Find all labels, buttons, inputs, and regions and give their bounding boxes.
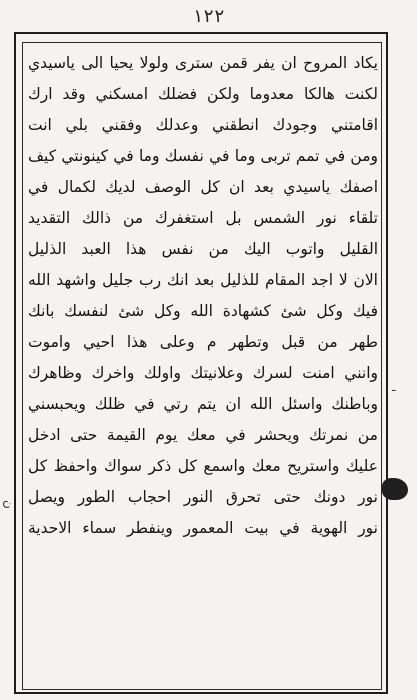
text-line-8: الان لا اجد المقام للذليل بعد انك رب جليل واشهد الله	[28, 271, 378, 289]
text-line-12: وباطنك واسئل الله ان يتم رتي في ظلك ويحبسني	[28, 395, 378, 413]
text-line-16: نور الهوية في بيت المعمور وينفطر سماء الاحدية	[28, 519, 378, 537]
text-line-11: وانني امنت لسرك وعلانيتك واولك واخرك وظاهرك	[28, 364, 378, 382]
text-line-6: تلقاء نور الشمس بل استغفرك من ذالك التقديد	[28, 209, 378, 227]
text-line-4: ومن في تمم تربى وما في نفسك وما في كينونتي كيف	[28, 147, 378, 165]
text-line-2: لكنت هالكا معدوما ولكن فضلك امسكني وقد ارك	[28, 85, 378, 103]
text-line-7: القليل واتوب اليك من نفس هذا العبد الذليل	[28, 240, 378, 258]
text-block	[28, 48, 378, 688]
text-line-15: نور دونك حتى تحرق النور احجاب الطور ويصل	[28, 488, 378, 506]
text-line-14: عليك واستريح معك واسمع كل ذكر سواك واحفظ كل	[28, 457, 378, 475]
text-line-13: من نمرتك ويحشر في معك يوم القيمة حتى ادخل	[28, 426, 378, 444]
text-line-10: طهر من قبل وتطهر م وعلى هذا احيي واموت	[28, 333, 378, 351]
text-line-9: فيك وكل شئ كشهادة الله وكل شئ لنفسك بانك	[28, 302, 378, 320]
folio-number: ١٢٢	[192, 6, 225, 27]
text-line-1: يكاد المروح ان يفر قمن سترى ولولا يحيا الى ياسيدي	[28, 54, 378, 72]
left-margin-mark: ن	[2, 500, 16, 509]
text-line-3: اقامتني وجودك انطقني وعدلك وفقني بلي انت	[28, 116, 378, 134]
ink-stain	[382, 478, 408, 500]
text-line-5: اصفك ياسيدي بعد ان كل الوصف لديك لكمال في	[28, 178, 378, 196]
right-margin-mark: ـ	[392, 380, 396, 394]
